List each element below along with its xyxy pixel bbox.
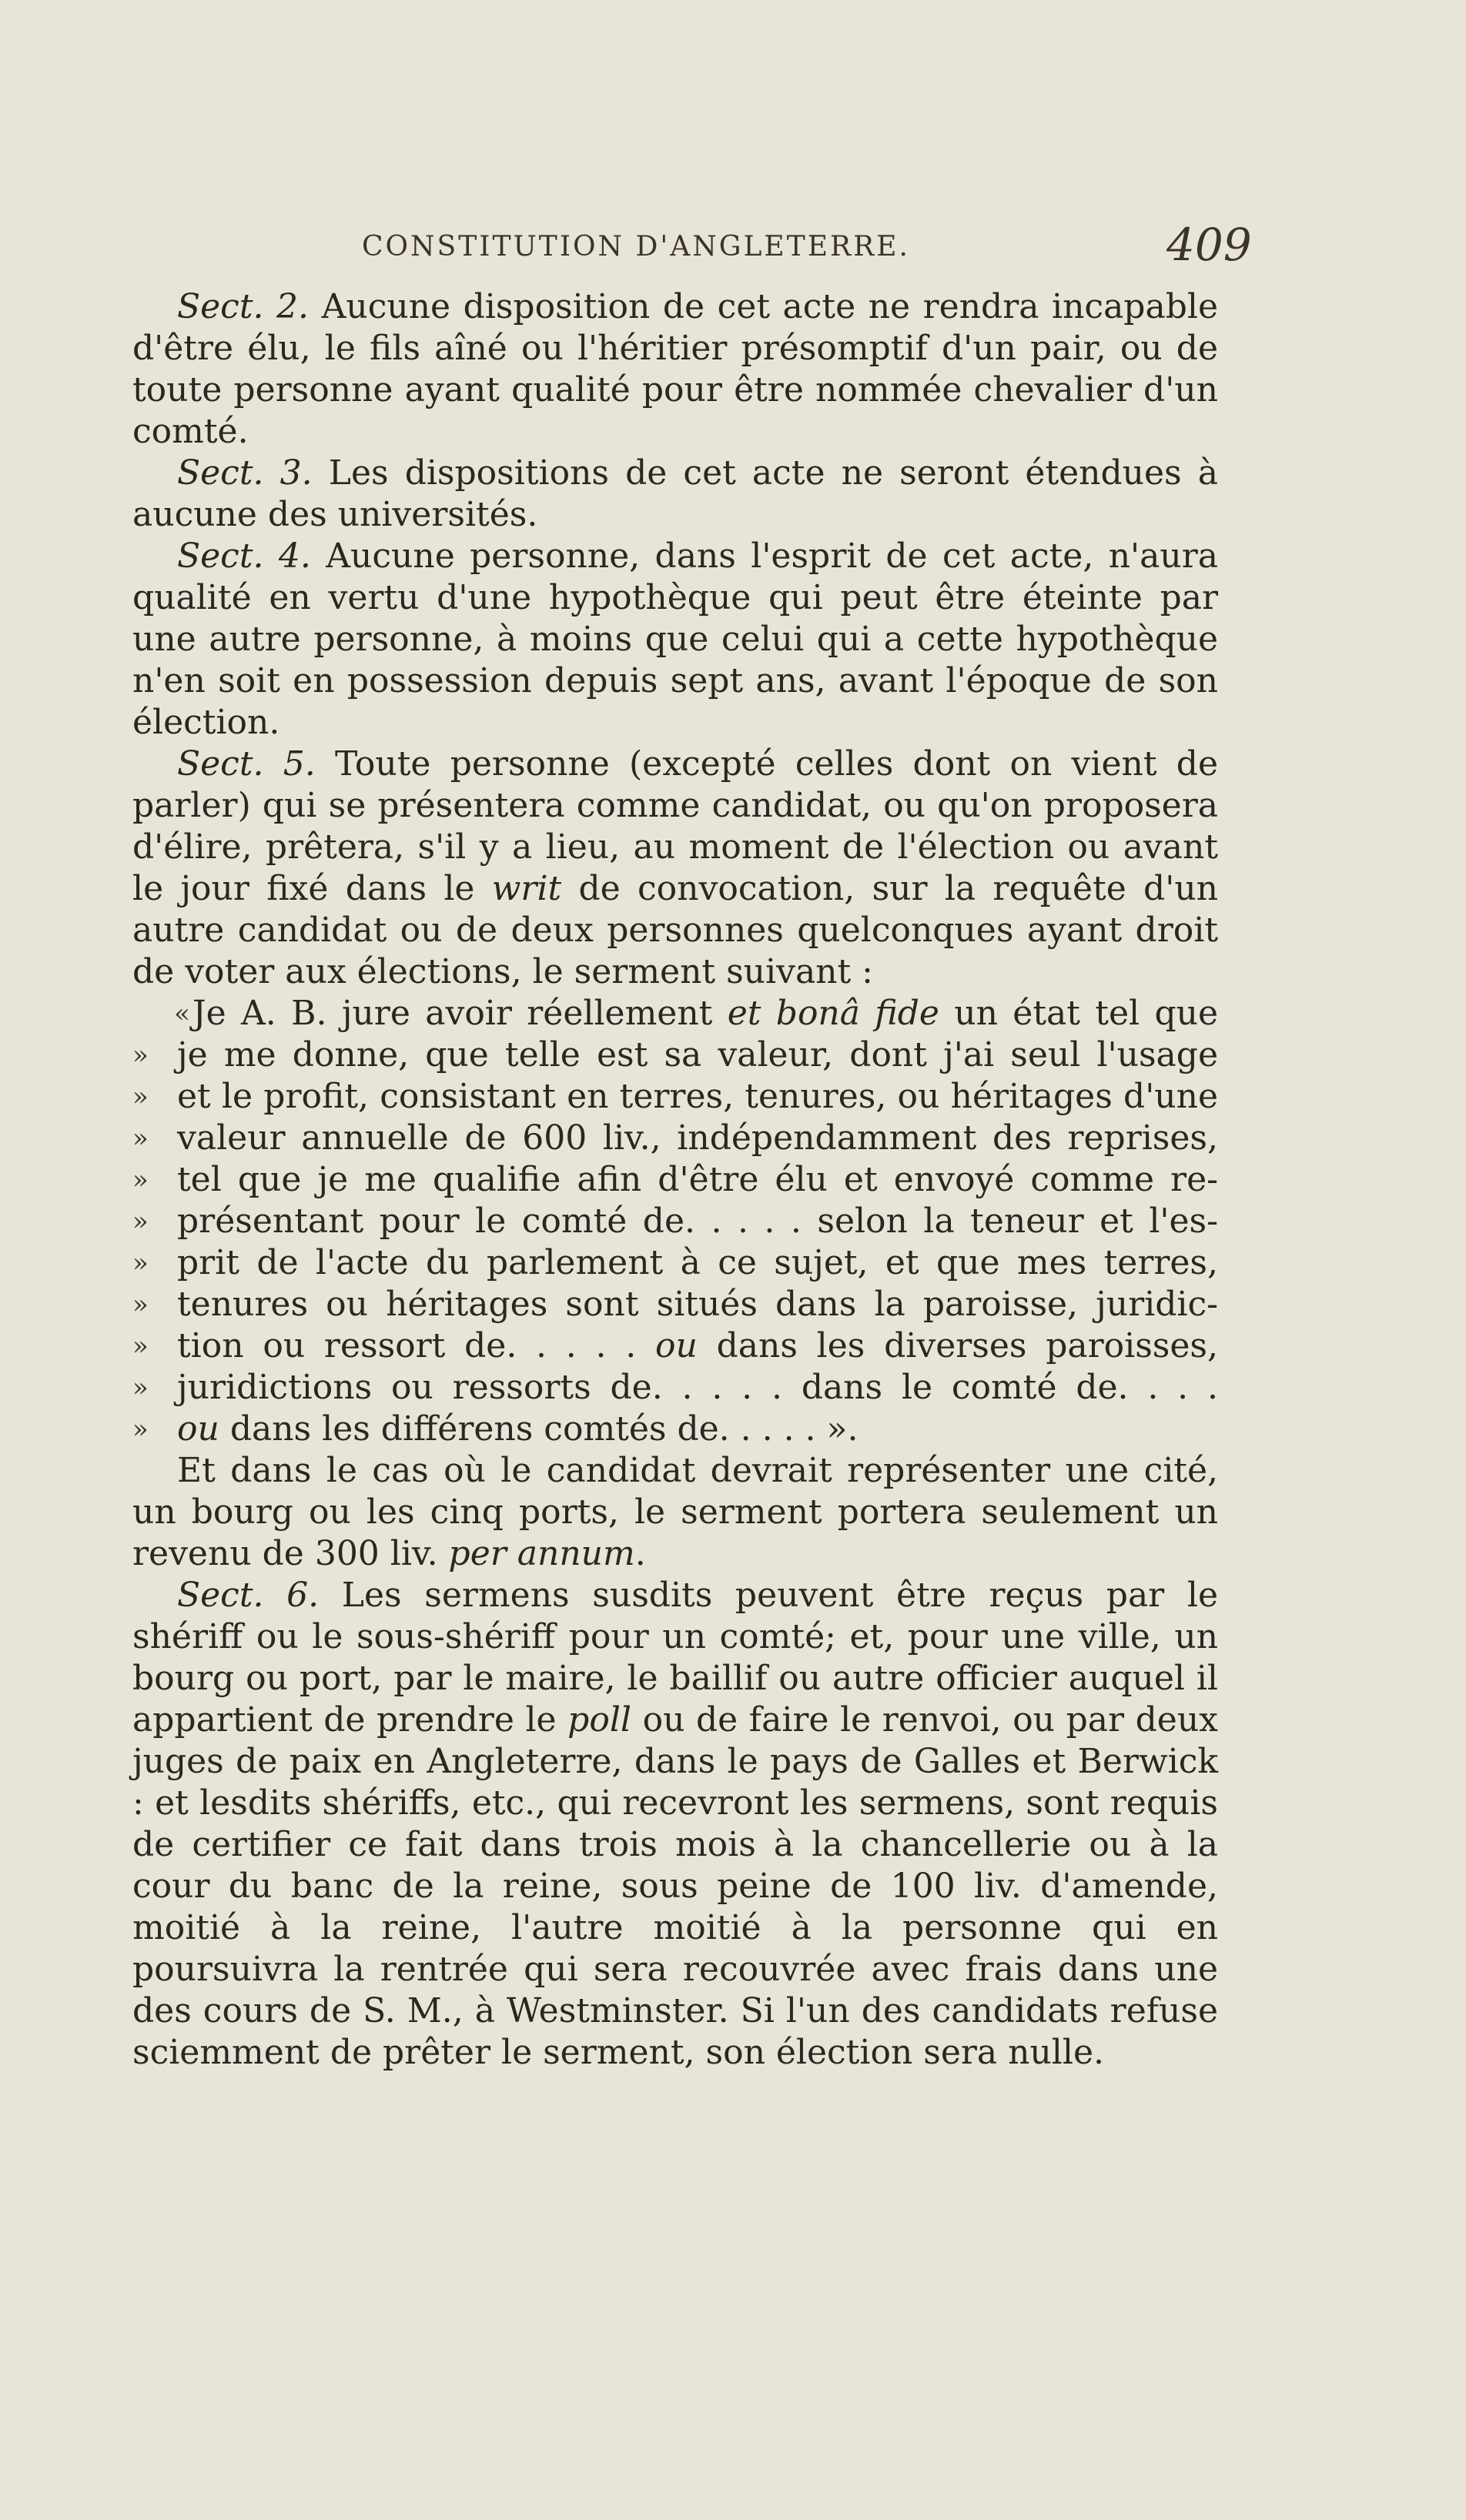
section-5-text-a: Toute personne (excepté celles dont on vient de parler) qui se présentera comme candidat, ou qu'on proposera d'élire, prêtera, s'il y a lieu, au moment de l'élection ou avant le jour fixé dans le bbox=[132, 744, 1218, 908]
section-2-label: Sect. 2. bbox=[177, 287, 310, 326]
oath-line-2-text: je me donne, que telle est sa valeur, dont j'ai seul l'usage bbox=[177, 1035, 1218, 1075]
section-6-label: Sect. 6. bbox=[177, 1576, 320, 1615]
oath-line-1-bona-fide: et bonâ fide bbox=[727, 994, 939, 1033]
section-6-text-b: ou de faire le renvoi, ou par deux juges de paix en Angleterre, dans le pays de Galles et Berwick : et lesdits shériffs, etc., qui recevront les sermens, sont requis de certifier ce fait dans trois mois à la chancellerie ou à la cour du banc de la reine, sous peine de 100 liv. d'amende, moitié à la reine, l'autre moitié à la personne qui en poursuivra la rentrée qui sera recouvrée avec frais dans une des cours de S. M., à Westminster. Si l'un des candidats refuse sciemment de prêter le serment, son élection sera nulle. bbox=[132, 1700, 1219, 2072]
cont-quote-mark: » bbox=[132, 1123, 149, 1154]
oath-line-11-text: dans les différens comtés de. . . . . ». bbox=[219, 1409, 859, 1449]
oath-line-1-text-a: Je A. B. jure avoir réellement bbox=[192, 994, 728, 1033]
oath-line-9-text-a: tion ou ressort de. . . . . bbox=[177, 1326, 656, 1365]
section-4-label: Sect. 4. bbox=[177, 536, 311, 576]
section-2-text: Aucune disposition de cet acte ne rendra incapable d'être élu, le fils aîné ou l'héritier présomptif d'un pair, ou de toute personne ayant qualité pour être nommée chevalier d'un comté. bbox=[132, 287, 1218, 451]
oath-line-10-text: juridictions ou ressorts de. . . . . dans le comté de. . . . bbox=[177, 1368, 1218, 1407]
cont-quote-mark: » bbox=[132, 1289, 149, 1320]
city-clause-per-annum: per annum bbox=[448, 1534, 635, 1573]
page-number: 409 bbox=[1166, 219, 1252, 271]
oath-line-1 bbox=[132, 993, 1218, 1034]
oath-line-6-text: présentant pour le comté de. . . . . selon la teneur et l'es- bbox=[177, 1202, 1218, 1241]
cont-quote-mark: » bbox=[132, 1331, 149, 1362]
cont-quote-mark: » bbox=[132, 1206, 149, 1237]
oath-line-8-text: tenures ou héritages sont situés dans la paroisse, juridic- bbox=[177, 1285, 1218, 1324]
oath-line-8 bbox=[132, 1284, 1218, 1325]
oath-line-11 bbox=[132, 1409, 1218, 1450]
oath-line-3-text: et le profit, consistant en terres, tenures, ou héritages d'une bbox=[177, 1077, 1218, 1116]
section-5-label: Sect. 5. bbox=[177, 744, 316, 784]
oath-line-11-ou: ou bbox=[177, 1409, 219, 1449]
oath-line-7 bbox=[132, 1242, 1218, 1284]
oath-line-9-text-c: dans les diverses paroisses, bbox=[697, 1326, 1218, 1365]
section-3-paragraph bbox=[132, 453, 1218, 536]
cont-quote-mark: » bbox=[132, 1040, 149, 1071]
cont-quote-mark: » bbox=[132, 1165, 149, 1195]
oath-line-9-ou: ou bbox=[655, 1326, 698, 1365]
oath-line-3 bbox=[132, 1076, 1218, 1118]
city-clause-text-b: . bbox=[634, 1534, 646, 1573]
open-quote-mark: « bbox=[174, 998, 190, 1029]
section-5-writ: writ bbox=[491, 869, 562, 908]
section-5-paragraph bbox=[132, 744, 1218, 993]
section-4-paragraph bbox=[132, 536, 1218, 744]
oath-block bbox=[132, 993, 1218, 1450]
cont-quote-mark: » bbox=[132, 1372, 149, 1403]
oath-line-1-text-c: un état tel que bbox=[939, 994, 1218, 1033]
cont-quote-mark: » bbox=[132, 1414, 149, 1445]
oath-line-4-text: valeur annuelle de 600 liv., indépendamment des reprises, bbox=[177, 1118, 1218, 1158]
oath-line-10 bbox=[132, 1367, 1218, 1409]
oath-line-9 bbox=[132, 1325, 1218, 1367]
section-6-text-a: Les sermens susdits peuvent être reçus par le shériff ou le sous-shériff pour un comté; et, pour une ville, un bourg ou port, par le maire, le baillif ou autre officier auquel il appartient de prendre le bbox=[132, 1576, 1218, 1740]
oath-line-2 bbox=[132, 1034, 1218, 1076]
page-header bbox=[0, 219, 1466, 285]
oath-line-5 bbox=[132, 1159, 1218, 1201]
section-6-poll: poll bbox=[567, 1700, 631, 1740]
running-title: CONSTITUTION D'ANGLETERRE. bbox=[362, 231, 910, 262]
city-clause-text-a: Et dans le cas où le candidat devrait représenter une cité, un bourg ou les cinq ports, le serment portera seulement un revenu de 300 liv. bbox=[132, 1451, 1218, 1573]
oath-line-4 bbox=[132, 1118, 1218, 1159]
cont-quote-mark: » bbox=[132, 1081, 149, 1112]
section-5-text-b: de convocation, sur la requête d'un autre candidat ou de deux personnes quelconques ayant droit de voter aux élections, le serment suivant : bbox=[132, 869, 1218, 991]
cont-quote-mark: » bbox=[132, 1248, 149, 1278]
section-3-text: Les dispositions de cet acte ne seront étendues à aucune des universités. bbox=[132, 453, 1218, 534]
section-2-paragraph bbox=[132, 286, 1218, 453]
section-6-paragraph bbox=[132, 1575, 1218, 2074]
city-clause-paragraph bbox=[132, 1450, 1218, 1575]
body-text bbox=[132, 286, 1218, 2074]
oath-line-6 bbox=[132, 1201, 1218, 1242]
section-4-text: Aucune personne, dans l'esprit de cet acte, n'aura qualité en vertu d'une hypothèque qui peut être éteinte par une autre personne, à moins que celui qui a cette hypothèque n'en soit en possession depuis sept ans, avant l'époque de son élection. bbox=[132, 536, 1218, 742]
oath-line-7-text: prit de l'acte du parlement à ce sujet, et que mes terres, bbox=[177, 1243, 1218, 1282]
oath-line-5-text: tel que je me qualifie afin d'être élu et envoyé comme re- bbox=[177, 1160, 1218, 1199]
section-3-label: Sect. 3. bbox=[177, 453, 313, 493]
